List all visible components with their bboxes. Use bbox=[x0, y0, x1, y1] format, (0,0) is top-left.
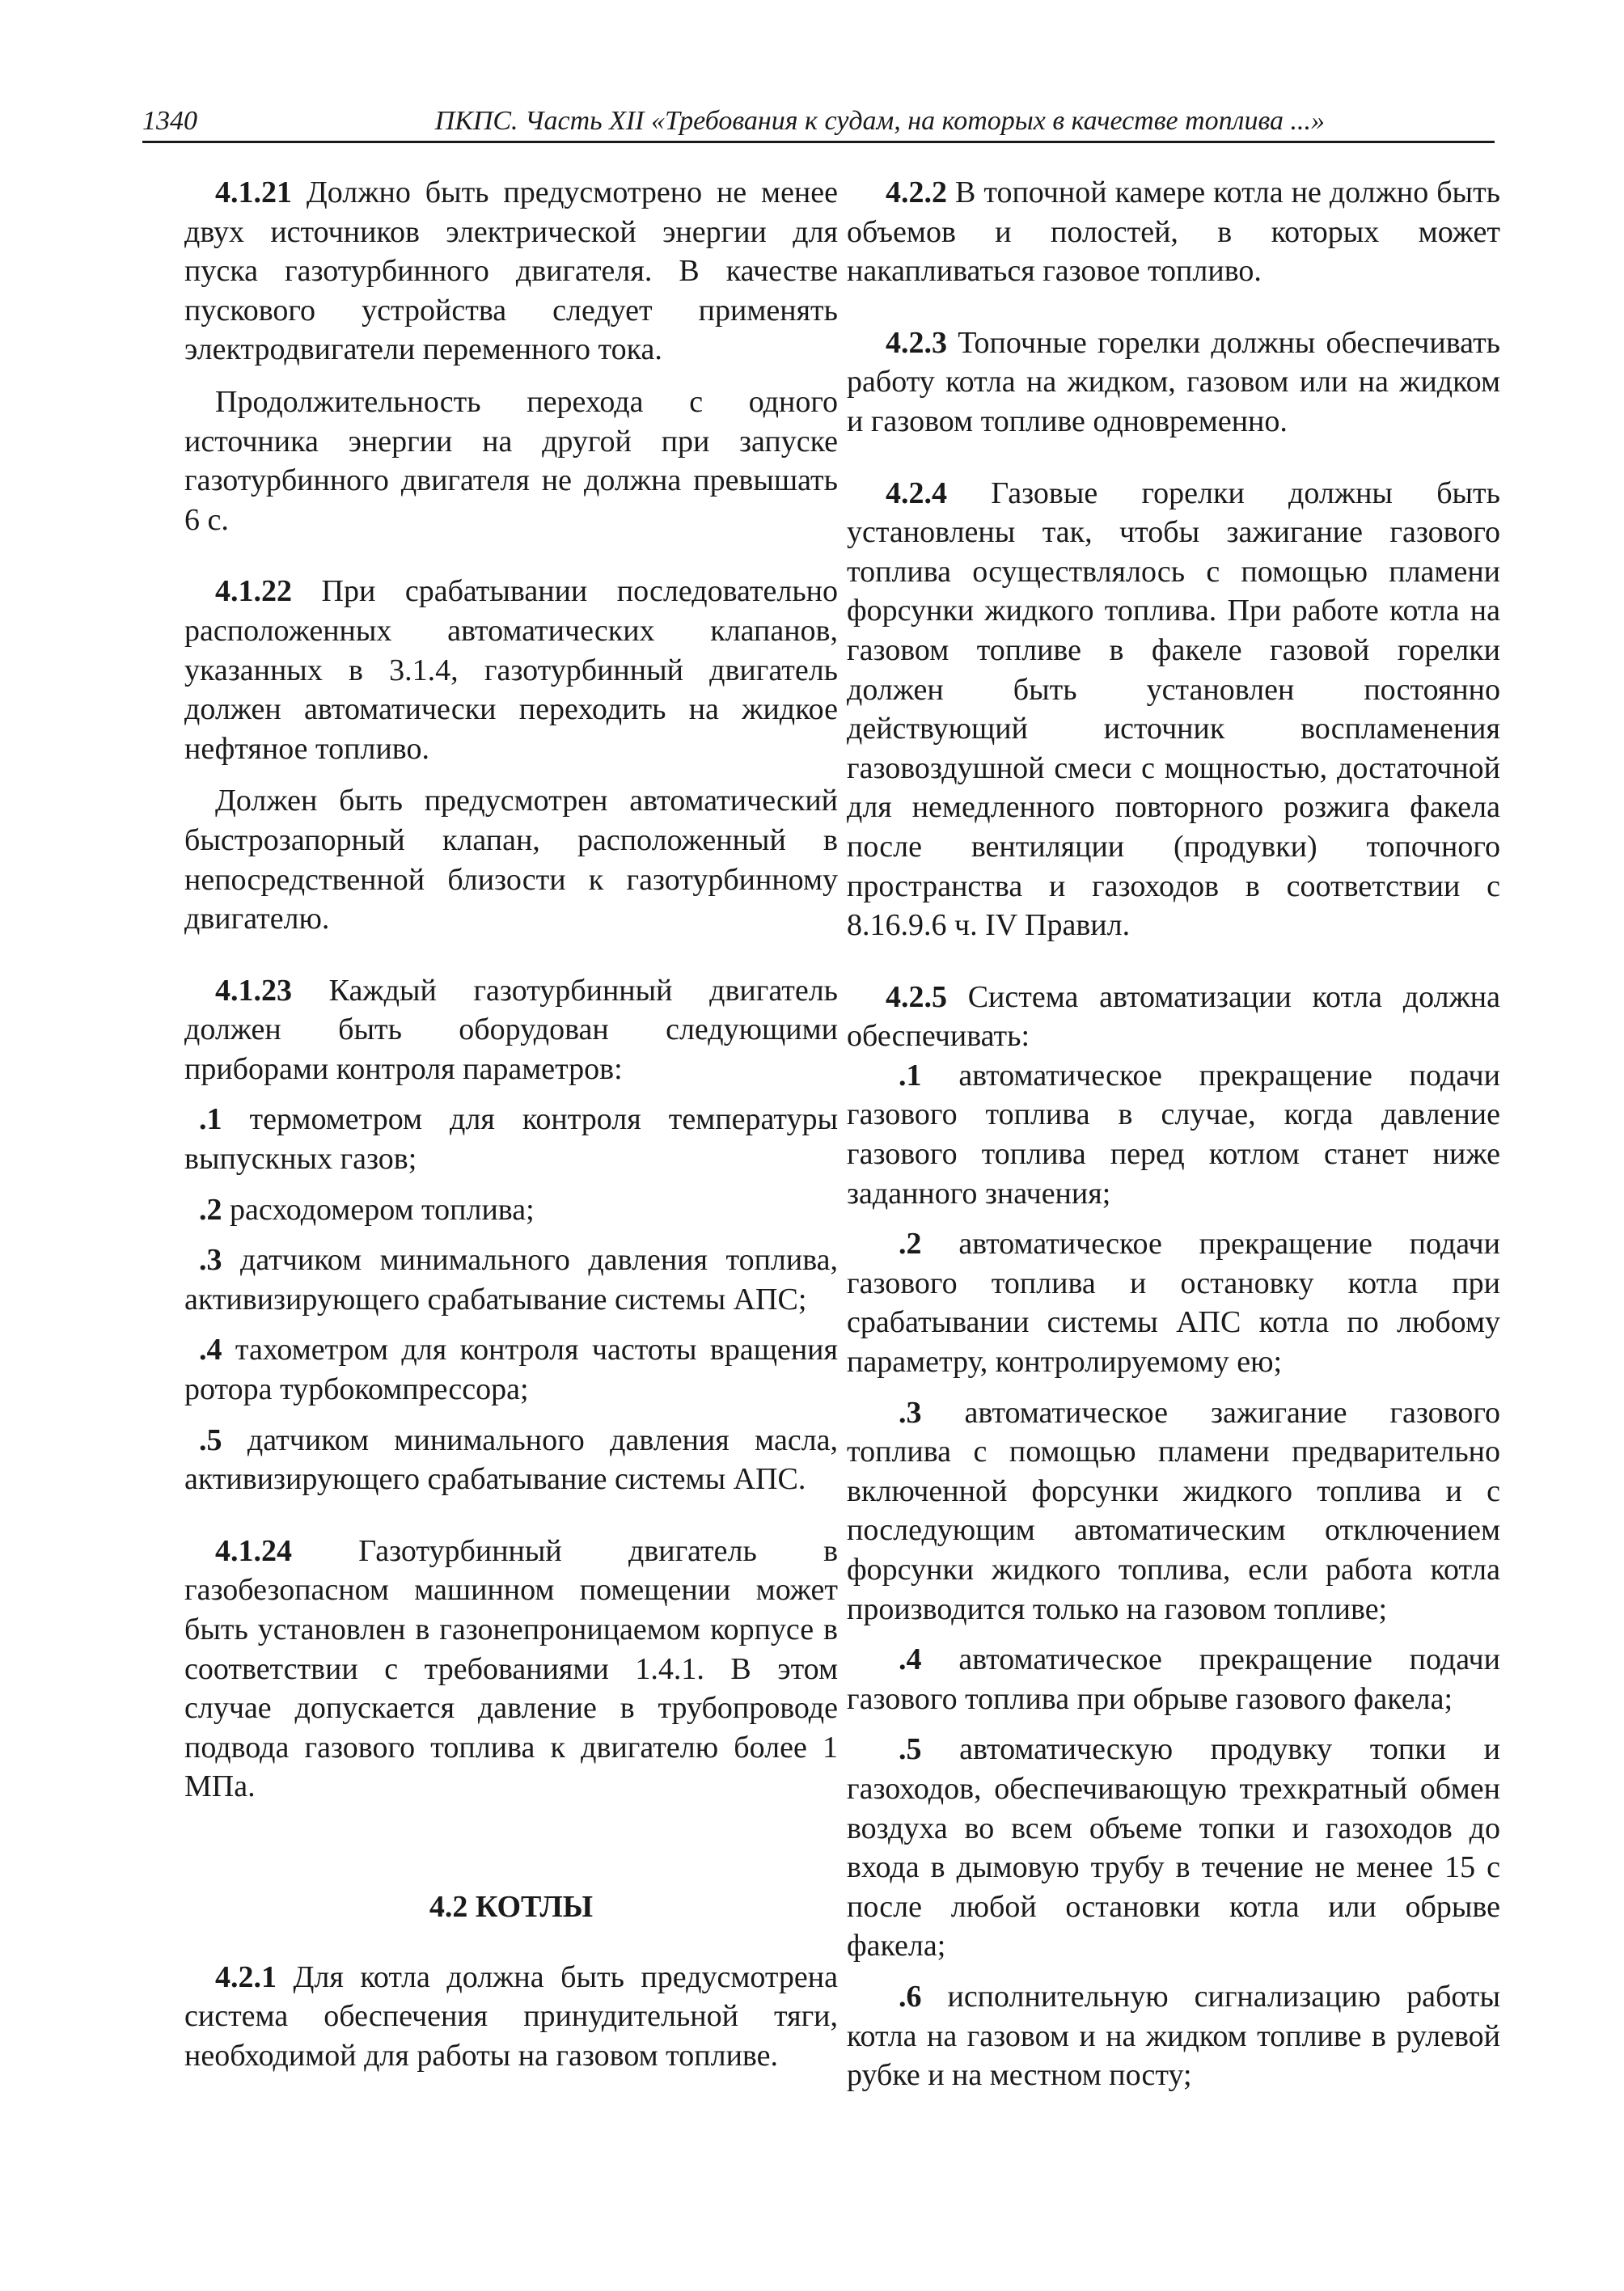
right-column bbox=[847, 173, 1500, 2095]
list-item bbox=[847, 1393, 1500, 1629]
clause-number: 4.1.21 bbox=[215, 175, 292, 209]
list-item bbox=[847, 1977, 1500, 2095]
list-item bbox=[184, 1330, 838, 1409]
paragraph-4-1-22 bbox=[184, 572, 838, 768]
item-number: .4 bbox=[199, 1333, 222, 1367]
clause-text: Система автоматизации котла должна обеспечивать: bbox=[847, 979, 1500, 1054]
item-text: автоматическое прекращение подачи газового топлива и остановку котла при срабатывании системы АПС котла по любому параметру, контролируемому ею; bbox=[847, 1227, 1500, 1380]
list-item bbox=[184, 1100, 838, 1178]
clause-number: 4.2.3 bbox=[886, 325, 947, 360]
item-text: автоматическую продувку топки и газоходов, обеспечивающую трехкратный обмен воздуха во всем объеме топки и газоходов до входа в дымовую трубу в течение не менее 15 с после любой остановки котла или обрыве факела; bbox=[847, 1732, 1501, 1963]
item-number: .6 bbox=[899, 1979, 922, 2014]
list-item bbox=[847, 1224, 1500, 1381]
clause-number: 4.1.23 bbox=[215, 973, 292, 1008]
clause-number: 4.2.1 bbox=[215, 1959, 277, 1994]
paragraph-4-2-4 bbox=[847, 474, 1500, 945]
item-text: датчиком минимального давления масла, активизирующего срабатывание системы АПС. bbox=[184, 1422, 839, 1497]
paragraph-text: Продолжительность перехода с одного источника энергии на другой при запуске газотурбинного двигателя не должна превышать 6 с. bbox=[184, 384, 838, 537]
clause-text: Для котла должна быть предусмотрена система обеспечения принудительной тяги, необходимой для работы на газовом топливе. bbox=[184, 1959, 838, 2073]
item-number: .1 bbox=[199, 1102, 222, 1137]
paragraph-4-1-24 bbox=[184, 1532, 838, 1807]
item-number: .1 bbox=[899, 1058, 922, 1093]
clause-number: 4.1.24 bbox=[215, 1533, 292, 1568]
paragraph-4-2-5 bbox=[847, 978, 1500, 1056]
item-text: датчиком минимального давления топлива, активизирующего срабатывание системы АПС; bbox=[184, 1243, 839, 1317]
item-number: .2 bbox=[899, 1227, 922, 1262]
clause-number: 4.2.2 bbox=[886, 175, 947, 209]
item-text: автоматическое прекращение подачи газового топлива при обрыве газового факела; bbox=[847, 1642, 1500, 1716]
paragraph-4-2-2 bbox=[847, 173, 1500, 291]
item-text: расходомером топлива; bbox=[230, 1192, 535, 1227]
item-number: .5 bbox=[199, 1422, 222, 1457]
paragraph-4-2-1 bbox=[184, 1958, 838, 2076]
clause-number: 4.2.5 bbox=[886, 979, 947, 1014]
paragraph-4-1-21 bbox=[184, 173, 838, 370]
page-number: 1340 bbox=[142, 106, 197, 136]
clause-text: Газовые горелки должны быть установлены так, чтобы зажигание газового топлива осуществлялось с помощью пламени форсунки жидкого топлива. При работе котла на газовом топливе в факеле газовой горелки должен быть установлен постоянно действующий источник воспламенения газовоздушной смеси с мощностью, достаточной для немедленного повторного розжига факела после вентиляции (продувки) топочного пространства и газоходов в соответствии с 8.16.9.6 ч. IV Правил. bbox=[847, 476, 1500, 943]
list-item bbox=[184, 1421, 838, 1499]
list-item bbox=[847, 1730, 1500, 1966]
clause-text: При срабатывании последовательно расположенных автоматических клапанов, указанных в 3.1.4, газотурбинный двигатель должен автоматически переходить на жидкое нефтяное топливо. bbox=[184, 574, 839, 766]
item-text: автоматическое зажигание газового топлива с помощью пламени предварительно включенной форсунки жидкого топлива и с последующим автоматическим отключением форсунки жидкого топлива, если работа котла производится только на газовом топливе; bbox=[847, 1395, 1501, 1626]
item-text: термометром для контроля температуры выпускных газов; bbox=[184, 1102, 838, 1177]
list-item bbox=[847, 1640, 1500, 1718]
item-number: .3 bbox=[899, 1395, 922, 1430]
paragraph-4-2-3 bbox=[847, 323, 1500, 442]
item-text: автоматическое прекращение подачи газового топлива в случае, когда давление газового топлива перед котлом станет ниже заданного значения; bbox=[847, 1058, 1500, 1211]
item-text: исполнительную сигнализацию работы котла на газовом и на жидком топливе в рулевой рубке и на местном посту; bbox=[847, 1979, 1501, 2093]
list-item bbox=[847, 1056, 1500, 1213]
section-heading: 4.2 КОТЛЫ bbox=[429, 1889, 594, 1924]
clause-text: Должно быть предусмотрено не менее двух источников электрической энергии для пуска газотурбинного двигателя. В качестве пускового устройства следует применять электродвигатели переменного тока. bbox=[184, 175, 839, 367]
item-number: .2 bbox=[199, 1192, 222, 1227]
list-item bbox=[184, 1190, 838, 1230]
clause-number: 4.1.22 bbox=[215, 574, 292, 609]
paragraph-text: Должен быть предусмотрен автоматический быстрозапорный клапан, расположенный в непосредственной близости к газотурбинному двигателю. bbox=[184, 784, 838, 936]
item-number: .5 bbox=[899, 1732, 922, 1767]
running-title: ПКПС. Часть XII «Требования к судам, на которых в качестве топлива ...» bbox=[434, 106, 1325, 136]
clause-text: Топочные горелки должны обеспечивать работу котла на жидком, газовом или на жидком и газовом топливе одновременно. bbox=[847, 325, 1501, 438]
clause-text: В топочной камере котла не должно быть объемов и полостей, в которых может накапливаться газовое топливо. bbox=[847, 175, 1501, 289]
item-number: .4 bbox=[899, 1642, 922, 1677]
clause-number: 4.2.4 bbox=[886, 476, 947, 510]
list-item bbox=[184, 1241, 838, 1319]
paragraph-4-1-23 bbox=[184, 971, 838, 1089]
clause-text: Каждый газотурбинный двигатель должен быть оборудован следующими приборами контроля параметров: bbox=[184, 973, 838, 1086]
item-number: .3 bbox=[199, 1243, 222, 1278]
clause-text: Газотурбинный двигатель в газобезопасном машинном помещении может быть установлен в газонепроницаемом корпусе в соответствии с требованиями 1.4.1. В этом случае допускается давление в трубопроводе подвода газового топлива к двигателю более 1 МПа. bbox=[184, 1533, 839, 1804]
item-text: тахометром для контроля частоты вращения ротора турбокомпрессора; bbox=[184, 1333, 838, 1407]
left-column bbox=[184, 173, 838, 2075]
page-header bbox=[142, 104, 1495, 143]
